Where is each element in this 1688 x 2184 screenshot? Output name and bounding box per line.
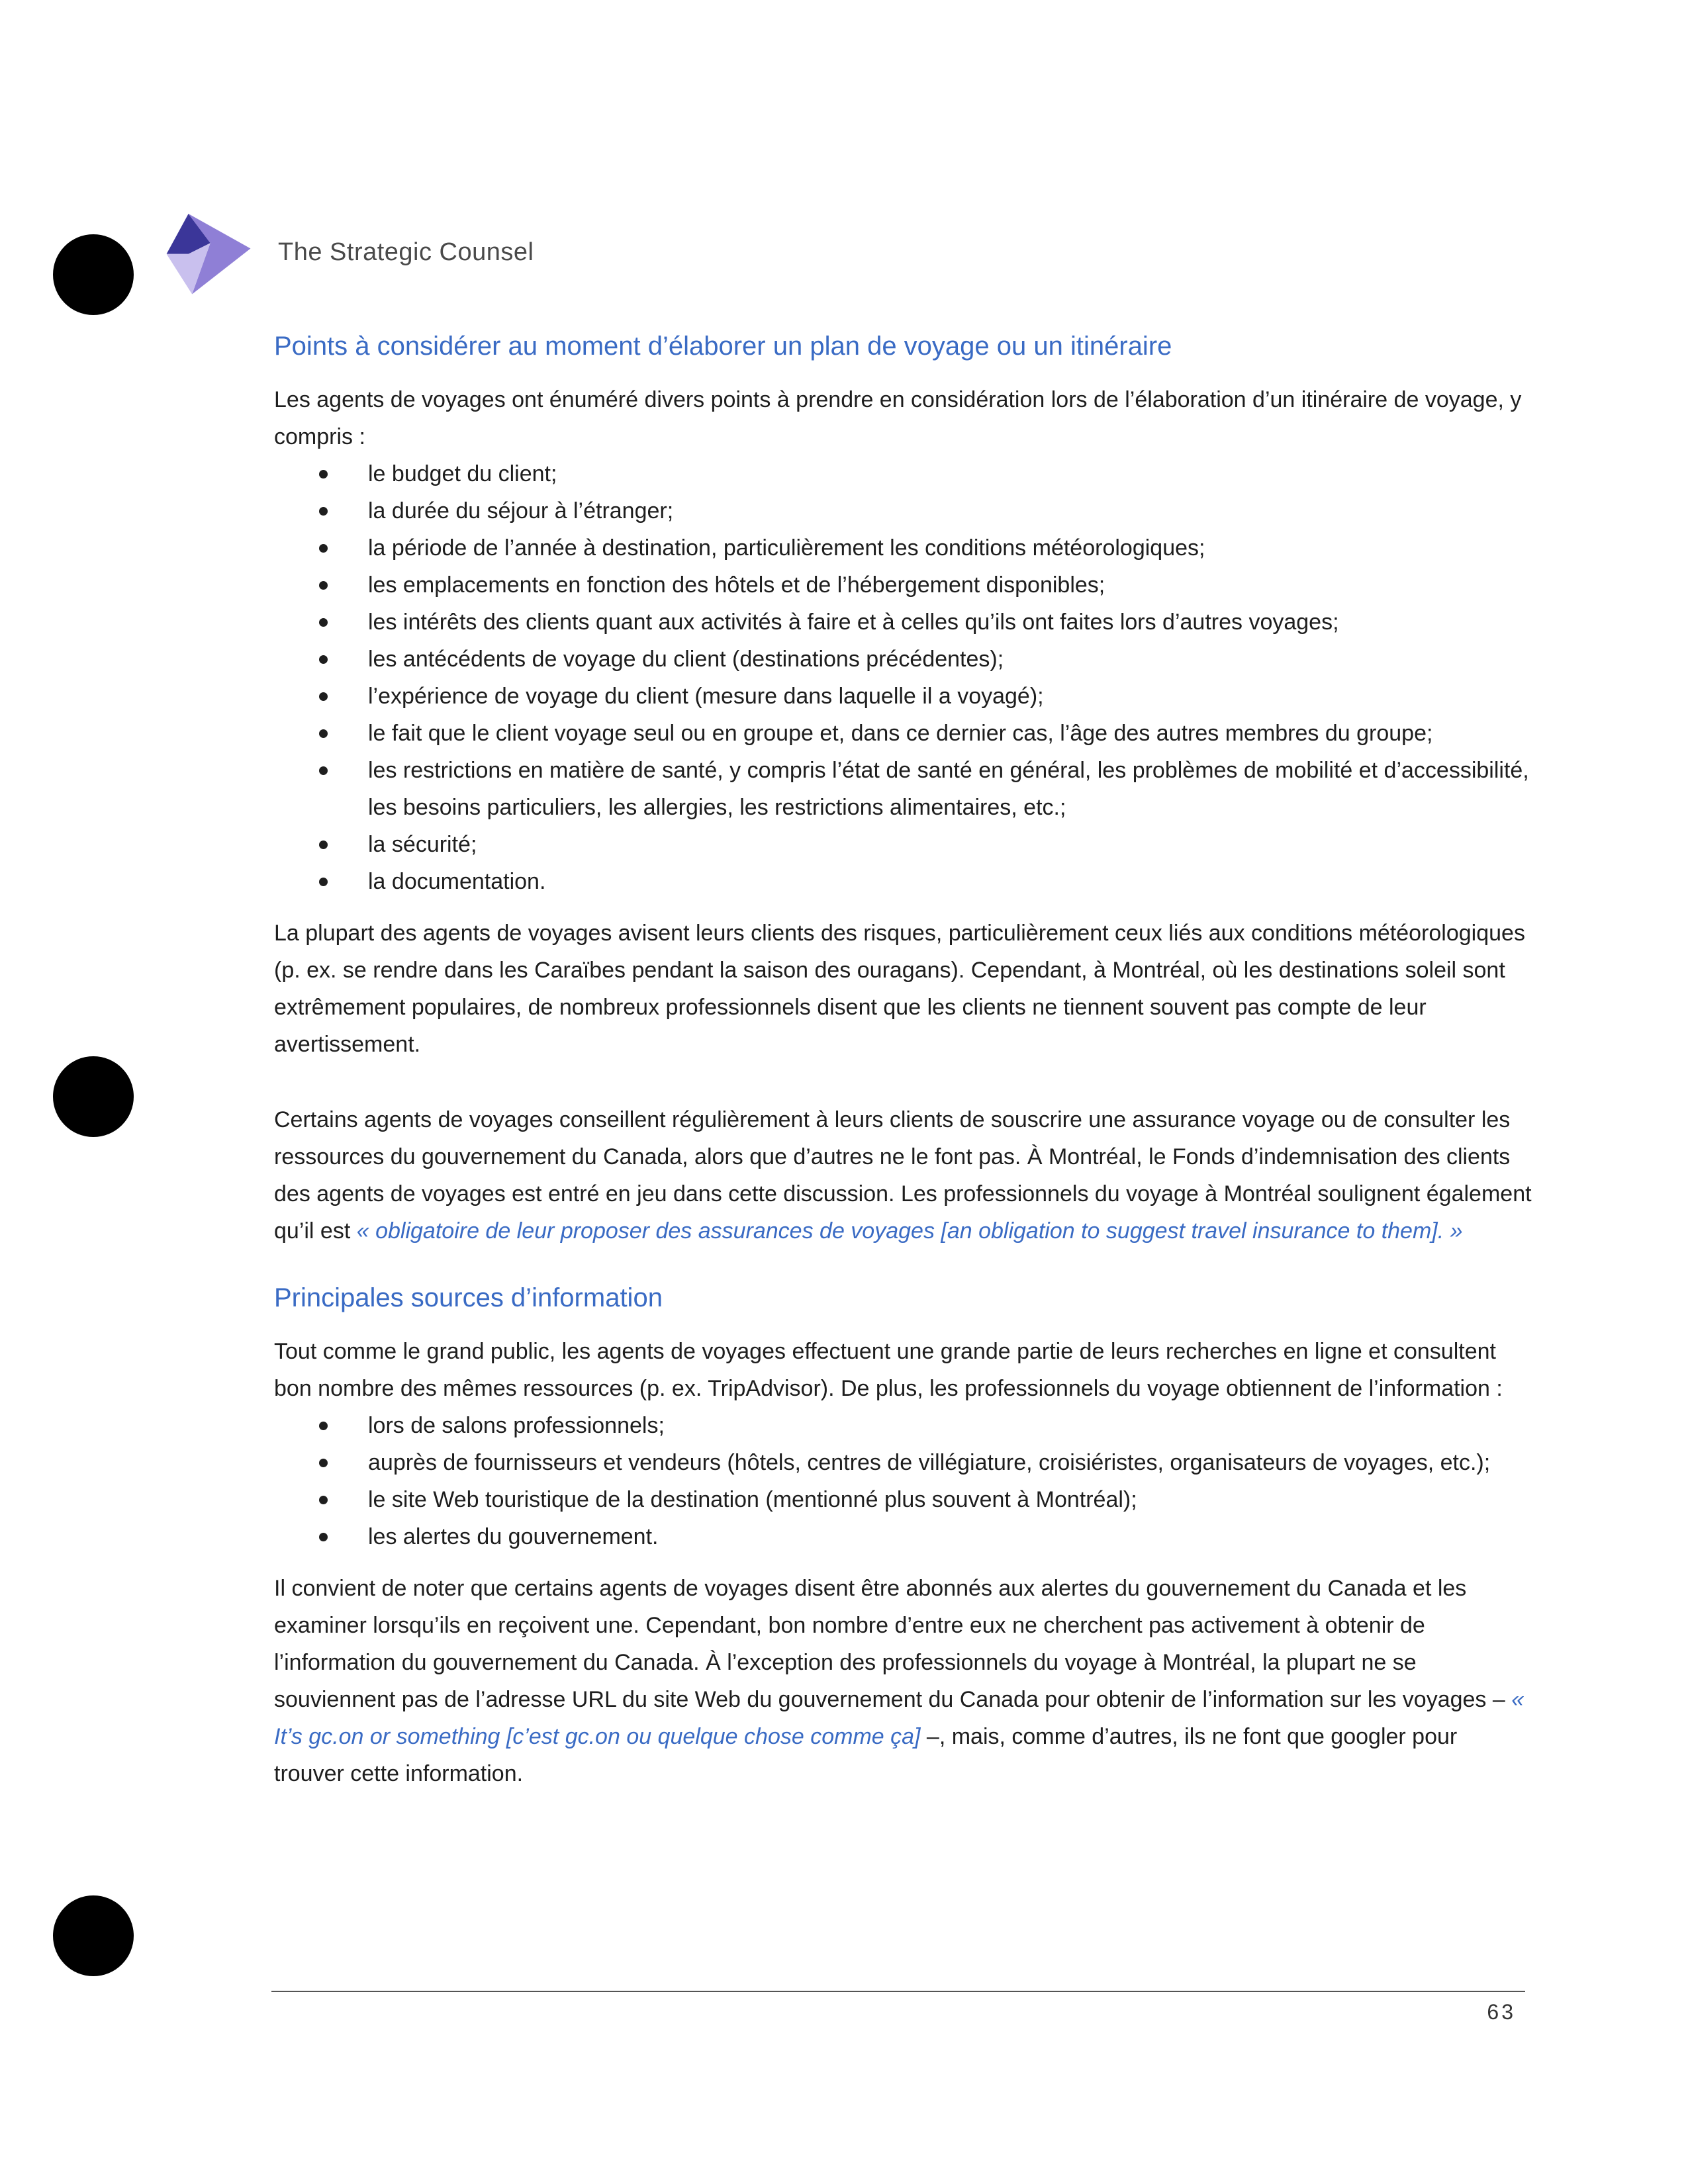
list-item: la sécurité;	[274, 826, 1532, 863]
list-item: les antécédents de voyage du client (destinations précédentes);	[274, 641, 1532, 678]
list-item: la durée du séjour à l’étranger;	[274, 492, 1532, 529]
section-heading-sources: Principales sources d’information	[274, 1283, 663, 1312]
diamond-arrow-logo-icon	[163, 206, 254, 298]
list-item: les alertes du gouvernement.	[274, 1518, 1532, 1555]
list-item: la période de l’année à destination, particulièrement les conditions météorologiques;	[274, 529, 1532, 567]
section-heading-itinerary: Points à considérer au moment d’élaborer un plan de voyage ou un itinéraire	[274, 332, 1172, 361]
footer-divider	[271, 1991, 1525, 1992]
page-number: 63	[1487, 2000, 1516, 2024]
list-item: le site Web touristique de la destination (mentionné plus souvent à Montréal);	[274, 1481, 1532, 1518]
paragraph-risks: La plupart des agents de voyages avisent leurs clients des risques, particulièrement ceux liés aux conditions météorologiques (p. ex. se rendre dans les Caraïbes pendant la saison des ouragans). Cependant, à Montréal, où les destinations soleil sont extrêmement populaires, de nombreux professionnels disent que les clients ne tiennent souvent pas compte de leur avertissement.	[274, 921, 1525, 1057]
org-name: The Strategic Counsel	[278, 238, 534, 266]
list-item: les intérêts des clients quant aux activités à faire et à celles qu’ils ont faites lors d’autres voyages;	[274, 604, 1532, 641]
list-item: les emplacements en fonction des hôtels et de l’hébergement disponibles;	[274, 567, 1532, 604]
list-item: l’expérience de voyage du client (mesure dans laquelle il a voyagé);	[274, 678, 1532, 715]
punch-hole-bottom	[53, 1895, 134, 1976]
list-item: le budget du client;	[274, 455, 1532, 492]
quote-gc-url: « It’s gc.on or something [c’est gc.on ou quelque chose comme ça]	[274, 1687, 1524, 1749]
paragraph-government-text: Il convient de noter que certains agents de voyages disent être abonnés aux alertes du gouvernement du Canada et les examiner lorsqu’ils en reçoivent une. Cependant, bon nombre d’entre eux ne cherchent pas activement à obtenir de l’information du gouvernement du Canada. À l’exception des professionnels du voyage à Montréal, la plupart ne se souviennent pas de l’adresse URL du site Web du gouvernement du Canada pour obtenir de l’information sur les voyages –	[274, 1576, 1512, 1712]
list-item: la documentation.	[274, 863, 1532, 900]
paragraph-insurance-text: Certains agents de voyages conseillent régulièrement à leurs clients de souscrire une assurance voyage ou de consulter les ressources du gouvernement du Canada, alors que d’autres ne le font pas. À Montréal, le Fonds d’indemnisation des clients des agents de voyages est entré en jeu dans cette discussion. Les professionnels du voyage à Montréal soulignent également qu’il est	[274, 1107, 1532, 1244]
considerations-list	[274, 455, 1532, 900]
section-intro-sources: Tout comme le grand public, les agents de voyages effectuent une grande partie de leurs recherches en ligne et consultent bon nombre des mêmes ressources (p. ex. TripAdvisor). De plus, les professionnels du voyage obtiennent de l’information :	[274, 1339, 1503, 1401]
quote-insurance: « obligatoire de leur proposer des assurances de voyages [an obligation to suggest travel insurance to them]. »	[356, 1218, 1463, 1244]
punch-hole-middle	[53, 1056, 134, 1137]
paragraph-government-alerts	[274, 1570, 1532, 1792]
page-header	[163, 206, 534, 298]
list-item: le fait que le client voyage seul ou en groupe et, dans ce dernier cas, l’âge des autres membres du groupe;	[274, 715, 1532, 752]
list-item: auprès de fournisseurs et vendeurs (hôtels, centres de villégiature, croisiéristes, organisateurs de voyages, etc.);	[274, 1444, 1532, 1481]
punch-hole-top	[53, 234, 134, 315]
list-item: les restrictions en matière de santé, y compris l’état de santé en général, les problèmes de mobilité et d’accessibilité, les besoins particuliers, les allergies, les restrictions alimentaires, etc.;	[274, 752, 1532, 826]
list-item: lors de salons professionnels;	[274, 1407, 1532, 1444]
document-body	[274, 323, 1532, 1792]
sources-list	[274, 1407, 1532, 1555]
paragraph-government-end: –, mais, comme d’autres, ils ne font que googler pour trouver cette information.	[274, 1724, 1458, 1786]
paragraph-insurance	[274, 1101, 1532, 1250]
section-intro-itinerary: Les agents de voyages ont énuméré divers points à prendre en considération lors de l’élaboration d’un itinéraire de voyage, y compris :	[274, 387, 1522, 449]
